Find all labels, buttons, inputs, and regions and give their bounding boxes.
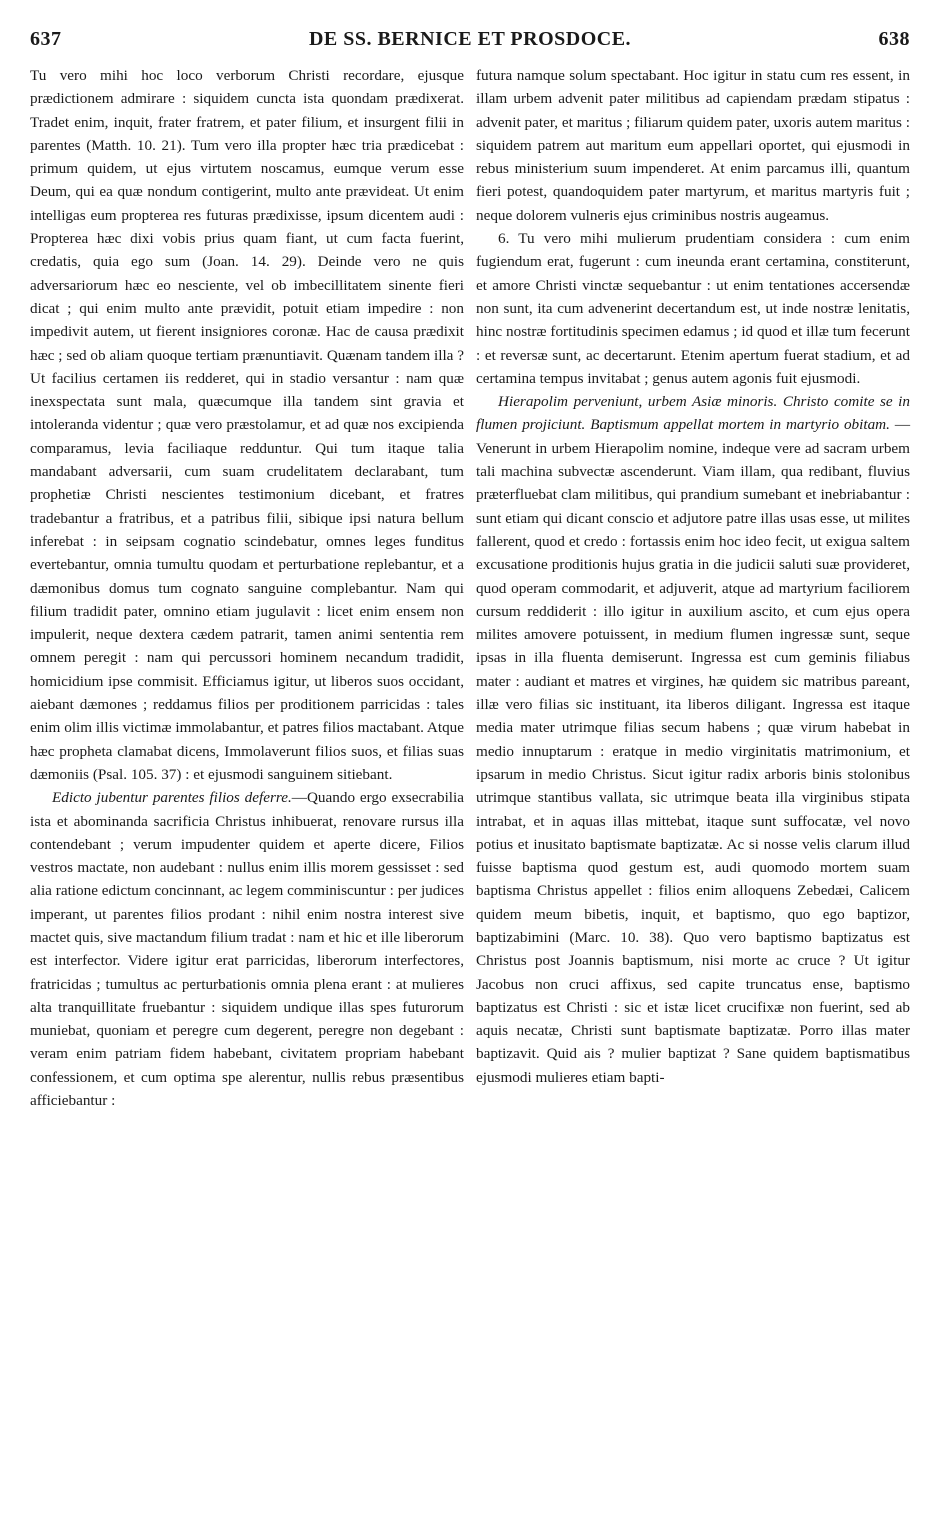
paragraph-text: —Quando ergo exsecrabilia ista et abominanda sacrificia Christus inhibuerat, renovare rursus illa contendebant ; verum impudenter quidem et aperte dicere, Filios vestros mactate, non audebant : nullus enim illis morem gessisset : sed alia ratione edictum concinnant, ac legem comminiscuntur : per judices imperant, ut parentes filios prodant : nihil enim nostra interest sive mactet quis, sive mactandum filium tradat : nam et hic et ille liberorum est interfector. Videre igitur erat parricidas, liberorum interfectores, fratricidas ; tumultus ac perturbationis omnia plena erant : at mulieres alta tranquillitate fruebantur : siquidem undique illas spes futurorum muniebat, quoniam et peregre cum degerent, peregre non degebant : veram enim patriam fidem habebant, civitatem propriam habebant confessionem, et cum optima spe alerentur, nullis rebus præsentibus afficiebantur : xyxy=(30,789,464,1110)
page-number-left: 637 xyxy=(30,28,62,50)
marginal-heading: Hierapolim perveniunt, urbem Asiæ minoris. Christo comite se in flumen projiciunt. Baptismum appellat mortem in martyrio obitam. xyxy=(476,393,910,434)
paragraph xyxy=(476,390,910,1089)
left-column xyxy=(30,64,464,1112)
page-number-right: 638 xyxy=(878,28,910,50)
paragraph-text: — Venerunt in urbem Hierapolim nomine, indeque vere ad sacram urbem tali machina subvectæ ascenderunt. Viam illam, qua redibant, fluvius præterfluebat clam militibus, qui prandium sumebant et inebriabantur : sunt etiam qui dicant conscio et adjutore patre illas usas esse, ut milites fallerent, quod et credo : fortassis enim hoc ideo fecit, ut exigua saltem excusatione proditionis hujus gratia in die judicii saluti suæ provideret, quod operam commodarit, et adjuverit, atque ad martyrium faciliorem cursum reddiderit : illo igitur in auxilium ascito, et cum ejus opera milites amovere potuissent, in medium flumen ingressæ sunt, seque ipsas in illa fluenta demiserunt. Ingressa est cum geminis filiabus mater : audiant et matres et virgines, hæ quidem sic matribus pareant, illæ vero filias sic instituant, ita liberos diligant. Ingressa est itaque media mater utrimque filias secum habens ; quæ virum habebat in medio innuptarum : eratque in medio virginitatis matrimonium, et ipsarum in medio Christus. Sicut igitur radix arboris binis stolonibus utrimque stantibus vallata, sic utrimque beata illa virginibus stipata intrabat, et in aquas illas mittebat, itaque sunt suffocatæ, vel novo potius et inusitato baptismate baptizatæ. Ac si nosse velis clarum illud fuisse baptisma quod gestum est, audi quomodo mortem suam baptisma Christus appellet : filios enim alloquens Zebedæi, Calicem quidem meum bibetis, inquit, et baptismo, quo ego baptizor, baptizabimini (Marc. 10. 38). Quo vero baptismo baptizatus est Christus post Joannis baptismum, nisi morte ac cruce ? Ut igitur Jacobus non cruci affixus, sed capite truncatus ense, baptismo baptizatus est Christi : sic et istæ licet crucifixæ non fuerint, sed ab aquis necatæ, Christi sunt baptismate baptizatæ. Porro illas mater baptizavit. Quid ais ? mulier baptizat ? Sane quidem baptismatibus ejusmodi mulieres etiam bapti- xyxy=(476,416,910,1086)
page-header xyxy=(30,28,910,58)
paragraph: Tu vero mihi hoc loco verborum Christi recordare, ejusque prædictionem admirare : siquidem cuncta ista quondam prædixerat. Tradet enim, inquit, frater fratrem, et pater filium, et insurgent filii in parentes (Matth. 10. 21). Tum vero illa propter hæc tria prædicebat : primum quidem, ut ejus virtutem noscamus, eumque verum esse Deum, qui ea quæ nondum contigerint, multo ante prævideat. Ut enim intelligas eum propterea res futuras prædixisse, ipsum dicentem audi : Propterea hæc dixi vobis prius quam fiant, ut cum facta fuerint, credatis, quia ego sum (Joan. 14. 29). Deinde vero ne quis adversariorum hæc eo nesciente, vel ob imbecillitatem sinente fieri dicat ; qui enim multo ante prævidit, potuit etiam impedire : non impedivit autem, ut fierent insigniores coronæ. Hac de causa prædixit hæc ; sed ob aliam quoque tertiam prænuntiavit. Quænam tandem illa ? Ut facilius certamen iis redderet, qui in stadio versantur : nam quæ inexspectata sunt mala, quæcumque illa tandem sint gravia et intoleranda videntur ; quæ vero præstolamur, et ad quæ nos excipienda comparamus, levia faciliaque redduntur. Qui tum itaque talia mandabant adversarii, cum suam crudelitatem declarabant, tum prophetiæ Christi nescientes testimonium dicebant, et fratres tradebantur a fratribus, et a patribus filii, sibique ipsi natura bellum inferebat : in seipsam cognatio scindebatur, omnes leges funditus evertebantur, omnia tumultu quodam et perturbatione replebantur, et a dæmonibus domus tum cognato sanguine complebantur. Nam qui filium tradidit pater, omnino etiam jugulavit : licet enim ensem non impulerit, neque dextera cædem patrarit, tamen animi sententia rem omnem peregit : nam qui percussori hominem necandum tradidit, homicidium ipse commisit. Efficiamus igitur, ut liberos suos occidant, aiebant dæmones ; reddamus filios per proditionem parricidas : tales enim olim illis victimæ immolabantur, et patres filios mactabant. Atque hæc propheta clamabat dicens, Immolaverunt filios suos, et filias suas dæmoniis (Psal. 105. 37) : et ejusmodi sanguinem sitiebant. xyxy=(30,67,464,783)
paragraph: 6. Tu vero mihi mulierum prudentiam considera : cum enim fugiendum erat, fugerunt : cum ineunda erant certamina, constiterunt, et amore Christi vinctæ sequebantur : ut enim tentationes accersendæ non sunt, ita cum advenerint decertandum est, ut inde nostræ lenitatis, hinc nostræ fortitudinis specimen edamus ; id quod et illæ tum fecerunt : et reversæ sunt, ac decertarunt. Etenim apertum fuerat stadium, et ad certamina tempus invitabat ; genus autem agonis fuit ejusmodi. xyxy=(476,230,910,387)
right-column xyxy=(476,64,910,1112)
paragraph xyxy=(30,786,464,1112)
running-title: DE SS. BERNICE ET PROSDOCE. xyxy=(308,28,632,50)
marginal-heading: Edicto jubentur parentes filios deferre. xyxy=(52,789,292,807)
text-columns xyxy=(30,64,910,1112)
paragraph: futura namque solum spectabant. Hoc igitur in statu cum res essent, in illam urbem advenit pater militibus ad capiendam prædam stipatus : advenit pater, et maritus ; filiarum quidem pater, uxoris autem maritus : siquidem patrem aut maritum eum appellari oportet, qui ejusmodi in rebus ministerium suum impenderet. At enim parcamus illi, quantum fieri potest, quandoquidem pater martyrum, et maritus martyris fuit ; neque dolorem vulneris ejus criminibus nostris augeamus. xyxy=(476,67,910,224)
